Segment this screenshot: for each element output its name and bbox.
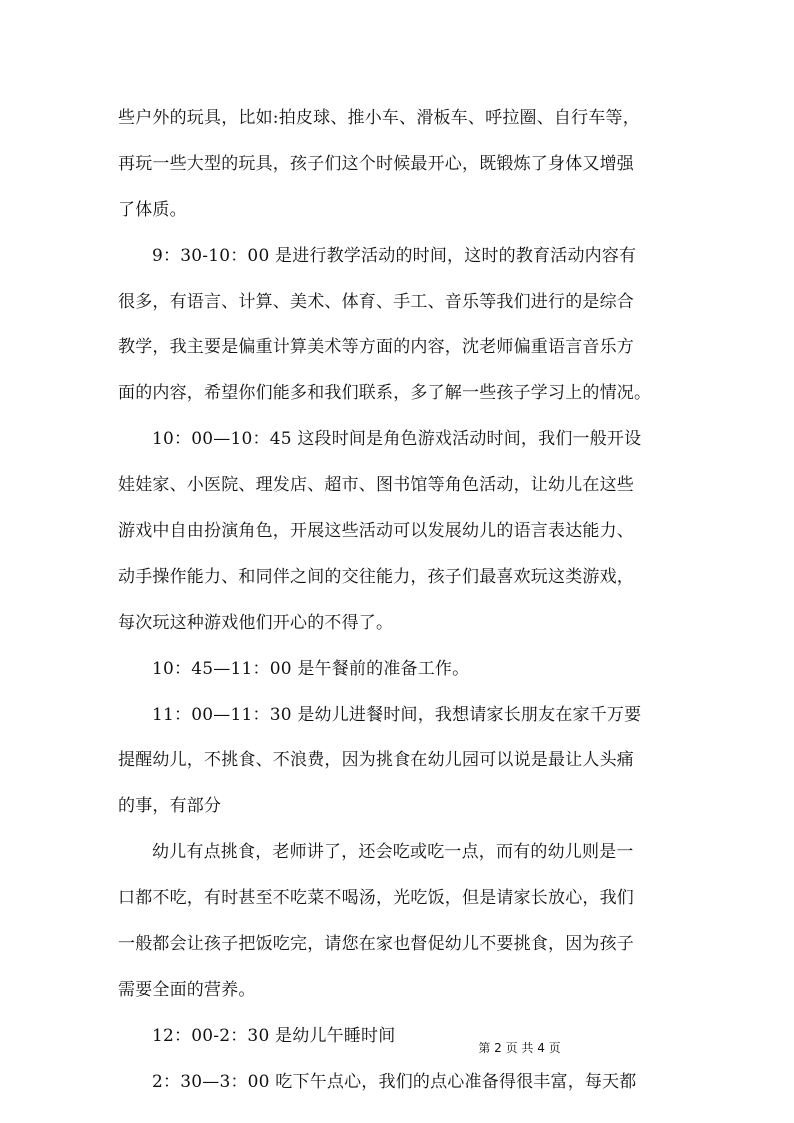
text-line: 动手操作能力、和同伴之间的交往能力，孩子们最喜欢玩这类游戏， bbox=[118, 566, 634, 587]
text-line: 幼儿有点挑食，老师讲了，还会吃或吃一点，而有的幼儿则是一 bbox=[152, 842, 634, 863]
text-line: 再玩一些大型的玩具，孩子们这个时候最开心，既锻炼了身体又增强 bbox=[118, 153, 634, 174]
page-number-label: 第 2 页 共 4 页 bbox=[478, 1041, 561, 1055]
page-footer bbox=[0, 1040, 794, 1056]
text-line: 11：00—11：30 是幼儿进餐时间，我想请家长朋友在家千万要 bbox=[152, 704, 642, 725]
text-line: 12：00-2：30 是幼儿午睡时间 bbox=[152, 1025, 396, 1046]
text-line: 游戏中自由扮演角色，开展这些活动可以发展幼儿的语言表达能力、 bbox=[118, 521, 634, 542]
text-line: 需要全面的营养。 bbox=[118, 979, 256, 1000]
text-line: 面的内容，希望你们能多和我们联系，多了解一些孩子学习上的情况。 bbox=[118, 383, 652, 404]
text-line: 一般都会让孩子把饭吃完，请您在家也督促幼儿不要挑食，因为孩子 bbox=[118, 934, 634, 955]
text-line: 了体质。 bbox=[118, 199, 187, 220]
text-line: 的事，有部分 bbox=[118, 796, 222, 817]
text-line: 教学，我主要是偏重计算美术等方面的内容，沈老师偏重语言音乐方 bbox=[118, 337, 634, 358]
text-line: 娃娃家、小医院、理发店、超市、图书馆等角色活动，让幼儿在这些 bbox=[118, 475, 634, 496]
text-line: 每次玩这种游戏他们开心的不得了。 bbox=[118, 612, 394, 633]
text-line: 提醒幼儿，不挑食、不浪费，因为挑食在幼儿园可以说是最让人头痛 bbox=[118, 750, 634, 771]
text-line: 9：30-10：00 是进行教学活动的时间，这时的教育活动内容有 bbox=[152, 245, 637, 266]
text-line: 10：00—10：45 这段时间是角色游戏活动时间，我们一般开设 bbox=[152, 429, 642, 450]
text-line: 很多，有语言、计算、美术、体育、手工、音乐等我们进行的是综合 bbox=[118, 291, 634, 312]
text-line: 2：30—3：00 吃下午点心，我们的点心准备得很丰富，每天都 bbox=[152, 1071, 637, 1092]
text-line: 口都不吃，有时甚至不吃菜不喝汤，光吃饭，但是请家长放心，我们 bbox=[118, 888, 634, 909]
body-text bbox=[118, 96, 678, 1106]
text-line: 10：45—11：00 是午餐前的准备工作。 bbox=[152, 658, 470, 679]
text-line: 些户外的玩具，比如:拍皮球、推小车、滑板车、呼拉圈、自行车等， bbox=[118, 108, 640, 128]
